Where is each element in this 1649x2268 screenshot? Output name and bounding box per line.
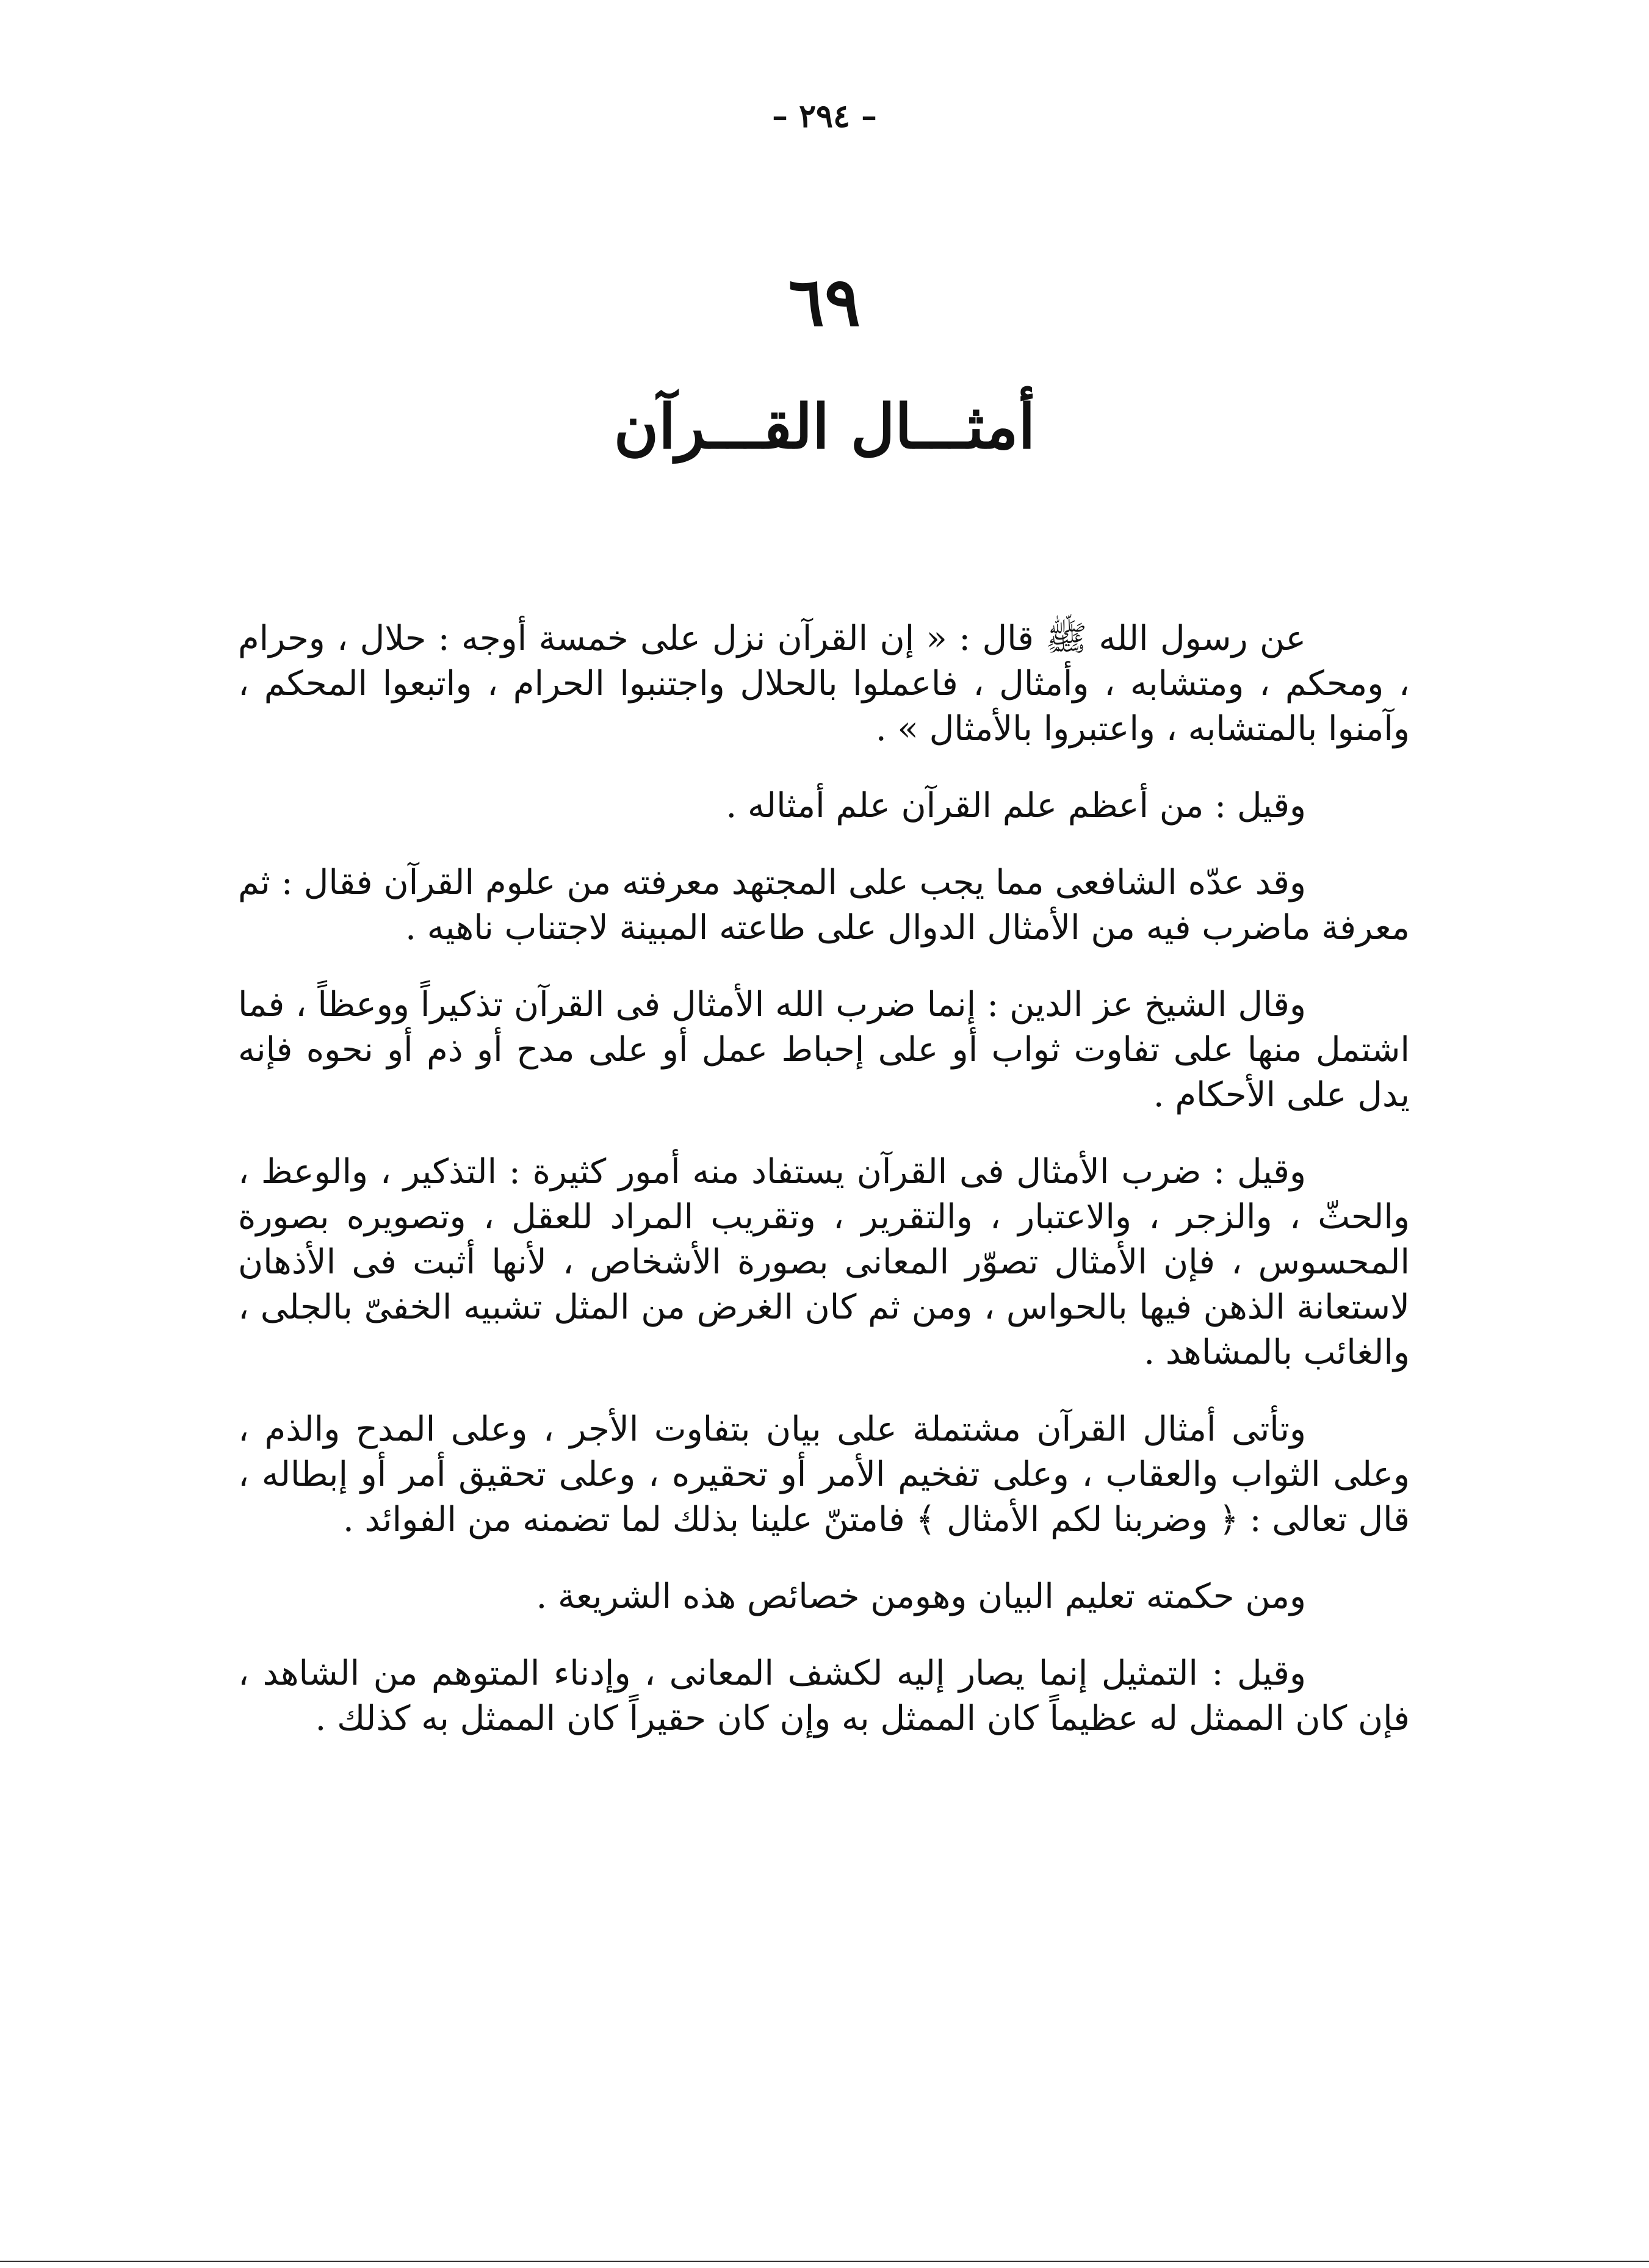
body-text	[238, 616, 1410, 1773]
paragraph: وتأتى أمثال القرآن مشتملة على بيان بتفاوت الأجر ، وعلى المدح والذم ، وعلى الثواب والعقاب ، وعلى تفخيم الأمر أو تحقيره ، وعلى تحقيق أمر أو إبطاله ، قال تعالى : ﴿ وضربنا لكم الأمثال ﴾ فامتنّ علينا بذلك لما تضمنه من الفوائد .	[238, 1409, 1410, 1539]
chapter-title: أمثـــال القـــرآن	[613, 391, 1036, 463]
page-bottom-rule	[0, 2261, 1649, 2262]
paragraph: وقد عدّه الشافعى مما يجب على المجتهد معرفته من علوم القرآن فقال : ثم معرفة ماضرب فيه من الأمثال الدوال على طاعته المبينة لاجتناب ناهيه .	[238, 863, 1410, 948]
paragraph: وقال الشيخ عز الدين : إنما ضرب الله الأمثال فى القرآن تذكيراً ووعظاً ، فما اشتمل منها على تفاوت ثواب أو على إحباط عمل أو على مدح أو ذم أو نحوه فإنه يدل على الأحكام .	[238, 985, 1410, 1115]
paragraph: عن رسول الله ﷺ قال : « إن القرآن نزل على خمسة أوجه : حلال ، وحرام ، ومحكم ، ومتشابه ، وأمثال ، فاعملوا بالحلال واجتنبوا الحرام ، واتبعوا المحكم ، وآمنوا بالمتشابه ، واعتبروا بالأمثال » .	[238, 619, 1410, 749]
paragraph: وقيل : ضرب الأمثال فى القرآن يستفاد منه أمور كثيرة : التذكير ، والوعظ ، والحثّ ، والزجر ، والاعتبار ، والتقرير ، وتقريب المراد للعقل ، وتصويره بصورة المحسوس ، فإن الأمثال تصوّر المعانى بصورة الأشخاص ، لأنها أثبت فى الأذهان لاستعانة الذهن فيها بالحواس ، ومن ثم كان الغرض من المثل تشبيه الخفىّ بالجلى ، والغائب بالمشاهد .	[238, 1152, 1410, 1372]
chapter-number: ٦٩	[788, 262, 861, 341]
paragraph: وقيل : التمثيل إنما يصار إليه لكشف المعانى ، وإدناء المتوهم من الشاهد ، فإن كان الممثل له عظيماً كان الممثل به وإن كان حقيراً كان الممثل به كذلك .	[238, 1654, 1410, 1738]
paragraph: ومن حكمته تعليم البيان وهومن خصائص هذه الشريعة .	[536, 1577, 1306, 1616]
paragraph: وقيل : من أعظم علم القرآن علم أمثاله .	[726, 786, 1306, 826]
page-number: – ٢٩٤ –	[771, 98, 877, 135]
